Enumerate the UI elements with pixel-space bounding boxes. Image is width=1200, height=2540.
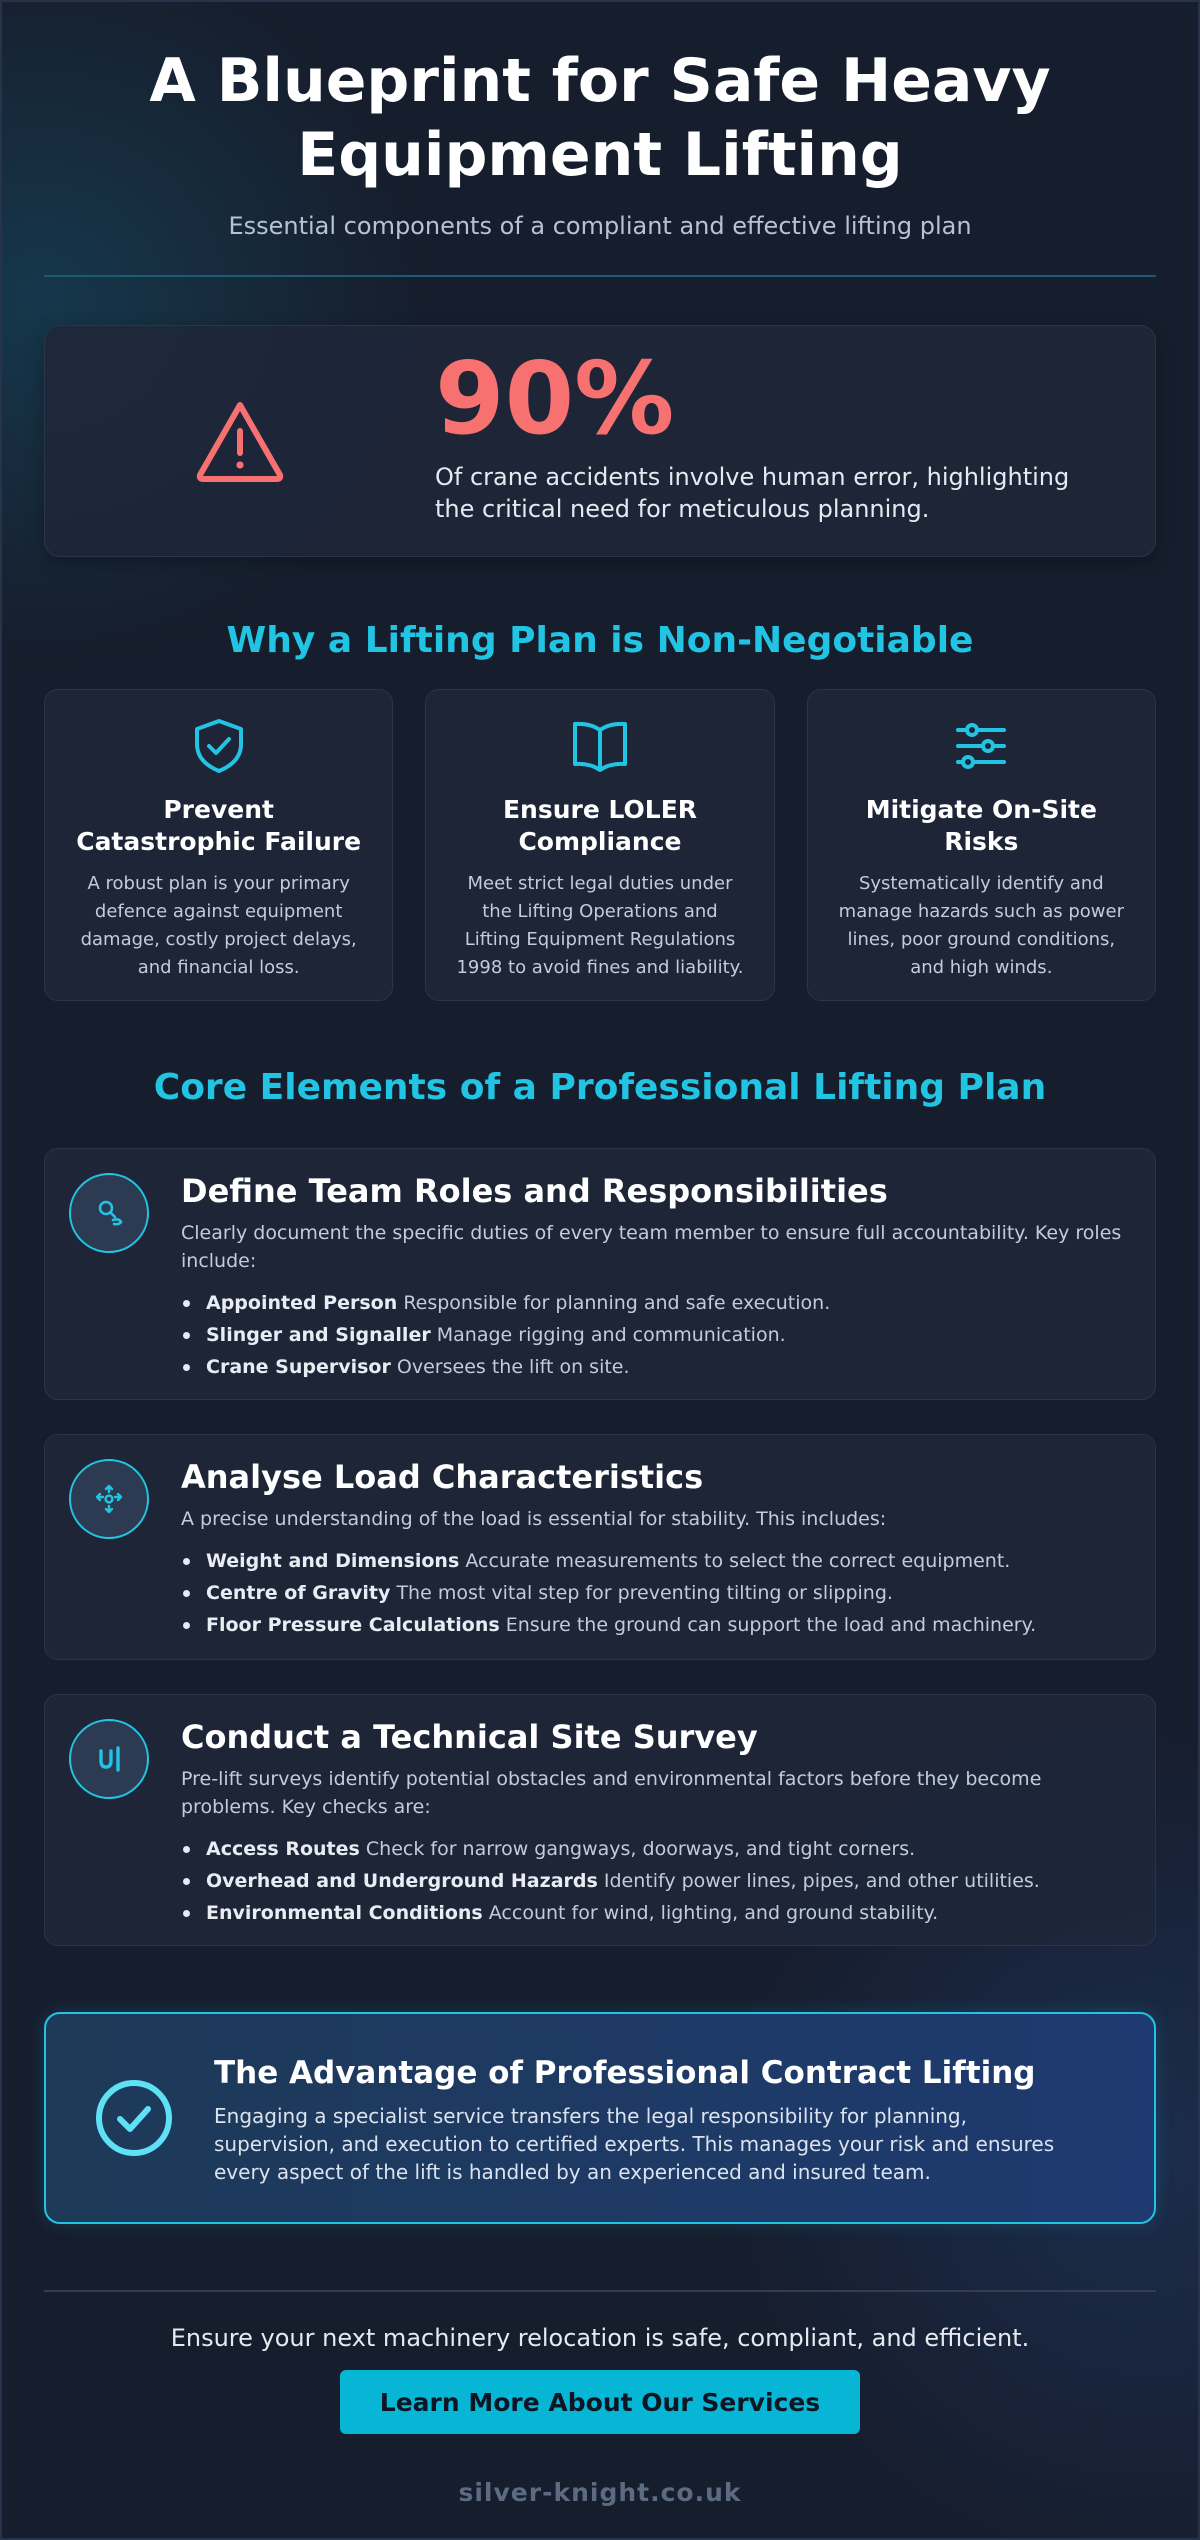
why-card-loler (425, 689, 774, 1001)
header-divider (44, 275, 1156, 277)
list-item-term: Crane Supervisor (206, 1356, 391, 1378)
element-list (181, 1833, 1127, 1929)
why-card-body: Meet strict legal duties under the Lifting Operations and Lifting Equipment Regulations 1998 to avoid fines and liability. (456, 873, 744, 978)
statistic-description: Of crane accidents involve human error, highlighting the critical need for meticulous planning. (435, 463, 1070, 523)
list-item (181, 1287, 1127, 1319)
list-item-term: Floor Pressure Calculations (206, 1614, 500, 1636)
list-item-text: Ensure the ground can support the load and machinery. (505, 1614, 1037, 1636)
statistic-value: 90% (435, 340, 675, 457)
list-item-text: Manage rigging and communication. (436, 1324, 786, 1346)
list-item (181, 1865, 1127, 1897)
why-cards (44, 689, 1156, 1001)
list-item-term: Overhead and Underground Hazards (206, 1870, 598, 1892)
user-roles-icon (69, 1173, 149, 1253)
footer-divider (44, 2290, 1156, 2292)
list-item-text: Accurate measurements to select the correct equipment. (465, 1550, 1011, 1572)
learn-more-button[interactable]: Learn More About Our Services (340, 2370, 860, 2434)
element-card-site-survey (44, 1694, 1156, 1946)
list-item-term: Centre of Gravity (206, 1582, 391, 1604)
list-item-text: Oversees the lift on site. (396, 1356, 630, 1378)
why-section-title: Why a Lifting Plan is Non-Negotiable (226, 620, 974, 661)
list-item (181, 1897, 1127, 1929)
list-item-term: Appointed Person (206, 1292, 398, 1314)
shield-check-icon (71, 718, 366, 774)
core-section-title: Core Elements of a Professional Lifting Plan (153, 1067, 1047, 1108)
list-item-term: Slinger and Signaller (206, 1324, 431, 1346)
check-circle-icon (94, 2078, 174, 2162)
sliders-icon (834, 718, 1129, 774)
list-item (181, 1351, 1127, 1383)
element-intro: A precise understanding of the load is essential for stability. This includes: (181, 1508, 887, 1530)
page-title (44, 44, 1156, 192)
element-list (181, 1287, 1127, 1383)
statistic-card (44, 325, 1156, 557)
page-subtitle: Essential components of a compliant and effective lifting plan (228, 212, 972, 240)
list-item (181, 1545, 1127, 1577)
list-item-text: Check for narrow gangways, doorways, and tight corners. (365, 1838, 916, 1860)
why-card-body: A robust plan is your primary defence against equipment damage, costly project delays, and financial loss. (80, 873, 357, 978)
why-card-body: Systematically identify and manage hazards such as power lines, poor ground conditions, and high winds. (838, 873, 1124, 978)
element-card-load-characteristics (44, 1434, 1156, 1660)
list-item-term: Weight and Dimensions (206, 1550, 460, 1572)
element-heading: Analyse Load Characteristics (181, 1458, 704, 1496)
page-title-line-1: A Blueprint for Safe Heavy (149, 46, 1051, 116)
site-survey-icon (69, 1719, 149, 1799)
element-heading: Conduct a Technical Site Survey (181, 1718, 758, 1756)
why-card-heading: Ensure LOLER Compliance (502, 795, 698, 856)
page-title-line-2: Equipment Lifting (297, 120, 903, 190)
why-card-prevent-failure (44, 689, 393, 1001)
open-book-icon (452, 718, 747, 774)
list-item (181, 1833, 1127, 1865)
element-card-team-roles (44, 1148, 1156, 1400)
list-item-text: The most vital step for preventing tilting or slipping. (396, 1582, 893, 1604)
why-card-heading: Mitigate On-Site Risks (865, 795, 1097, 856)
advantage-body: Engaging a specialist service transfers the legal responsibility for planning, supervision, and execution to certified experts. This manages your risk and ensures every aspect of the lift is handled by an experienced and insured team. (214, 2104, 1055, 2184)
why-card-heading: Prevent Catastrophic Failure (76, 795, 362, 856)
element-intro: Clearly document the specific duties of every team member to ensure full accountability. Key roles include: (181, 1222, 1122, 1272)
cta-text: Ensure your next machinery relocation is safe, compliant, and efficient. (170, 2324, 1030, 2352)
list-item-text: Responsible for planning and safe execution. (403, 1292, 831, 1314)
list-item (181, 1577, 1127, 1609)
element-list (181, 1545, 1127, 1641)
list-item (181, 1609, 1127, 1641)
list-item-text: Account for wind, lighting, and ground stability. (488, 1902, 939, 1924)
why-card-risks (807, 689, 1156, 1001)
list-item (181, 1319, 1127, 1351)
list-item-text: Identify power lines, pipes, and other utilities. (603, 1870, 1040, 1892)
list-item-term: Environmental Conditions (206, 1902, 483, 1924)
list-item-term: Access Routes (206, 1838, 360, 1860)
load-weight-icon (69, 1459, 149, 1539)
element-intro: Pre-lift surveys identify potential obstacles and environmental factors before they become problems. Key checks are: (181, 1768, 1042, 1818)
advantage-heading: The Advantage of Professional Contract Lifting (214, 2055, 1036, 2091)
warning-triangle-icon (45, 399, 435, 483)
website-domain: silver-knight.co.uk (458, 2478, 742, 2507)
element-heading: Define Team Roles and Responsibilities (181, 1172, 888, 1210)
advantage-callout (44, 2012, 1156, 2224)
